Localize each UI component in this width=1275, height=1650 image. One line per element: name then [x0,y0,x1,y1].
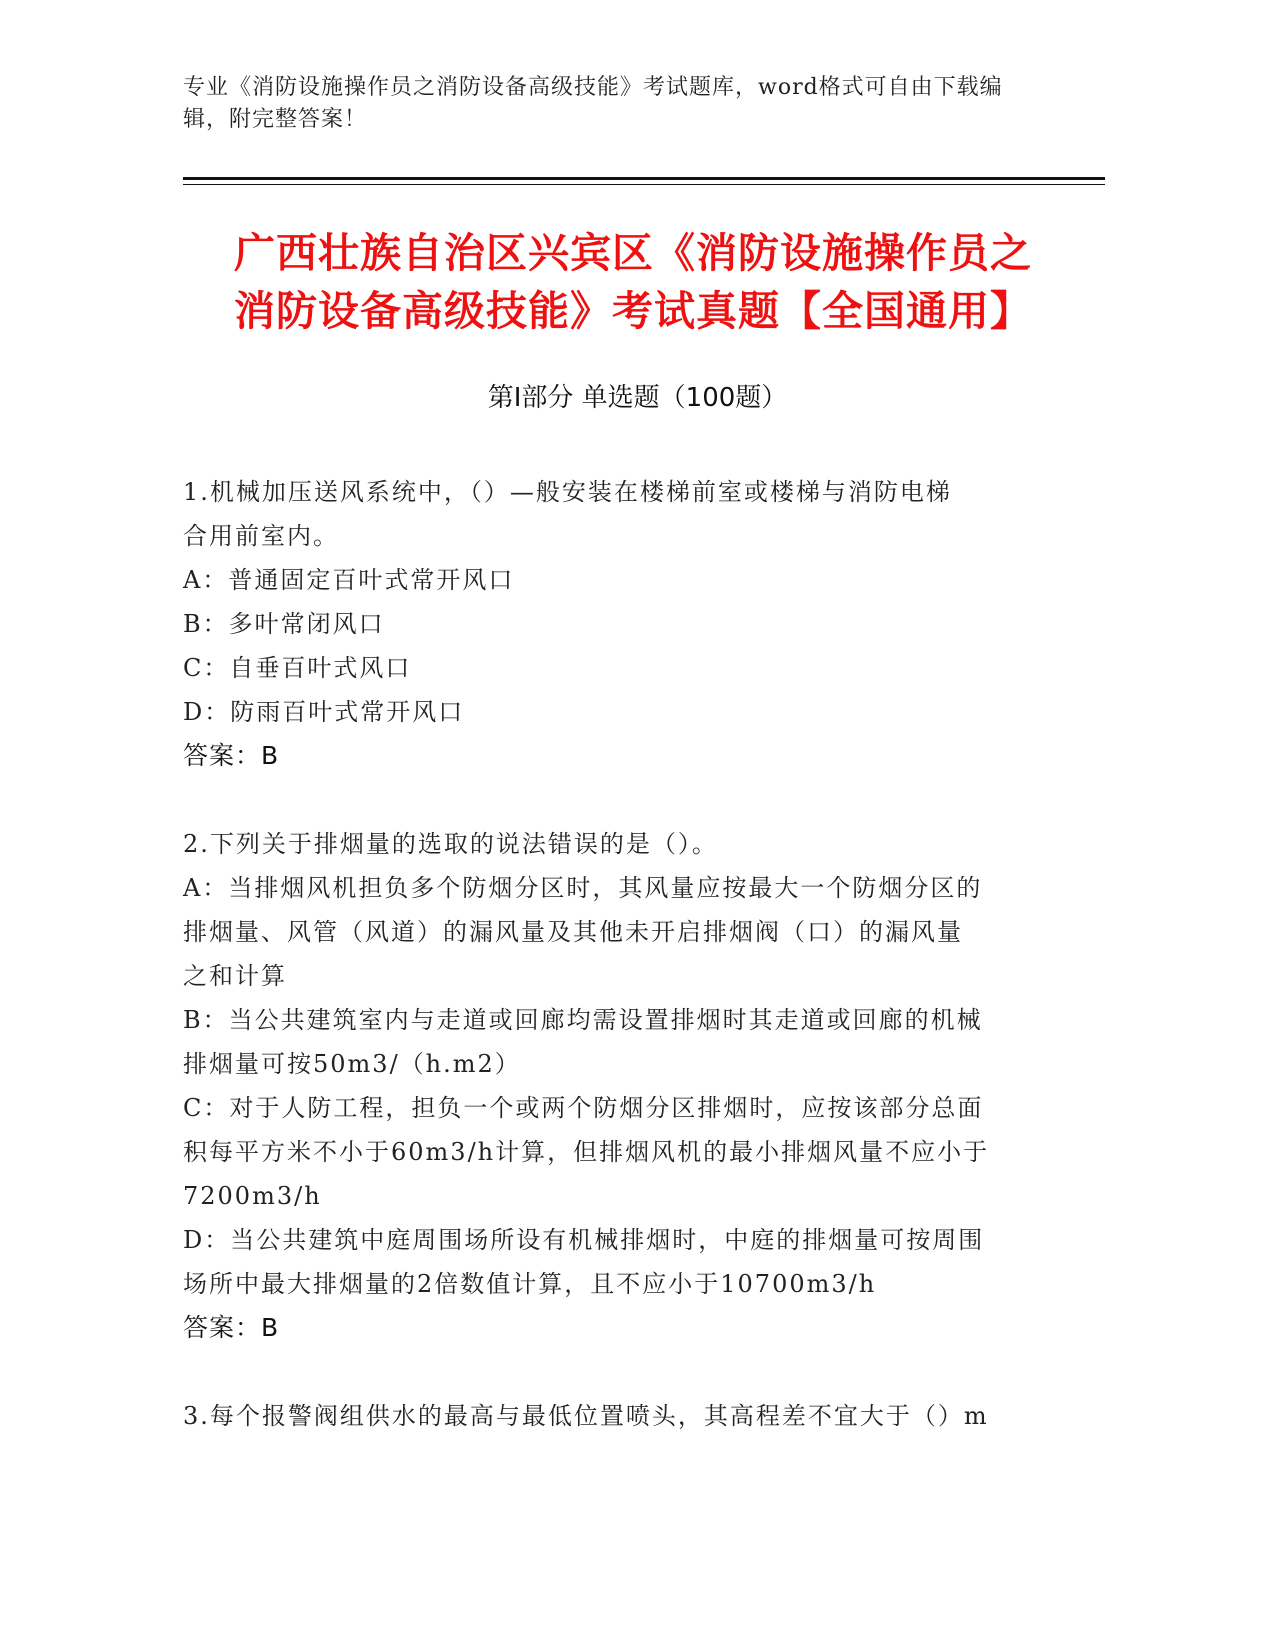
answer-line [183,1306,1063,1350]
question-stem: 1.机械加压送风系统中，（）—般安装在楼梯前室或楼梯与消防电梯 [183,478,952,506]
question-3 [183,1394,1063,1438]
answer-label: 答案： [183,741,262,770]
question-list [183,470,1063,1438]
header-divider-thin [183,184,1105,185]
option-b: B：当公共建筑室内与走道或回廊均需设置排烟时其走道或回廊的机械 [183,1006,983,1034]
option-a: A：当排烟风机担负多个防烟分区时，其风量应按最大一个防烟分区的 [183,874,983,902]
option-a-continued: 之和计算 [183,962,287,990]
option-b-continued: 排烟量可按50m3/（h.m2） [183,1050,521,1078]
question-stem: 合用前室内。 [183,522,339,550]
question-stem: 3.每个报警阀组供水的最高与最低位置喷头，其高程差不宜大于（）m [183,1402,989,1430]
option-c-continued: 积每平方米不小于60m3/h计算，但排烟风机的最小排烟风量不应小于 [183,1138,990,1166]
option-d-continued: 场所中最大排烟量的2倍数值计算，且不应小于10700m3/h [183,1270,877,1298]
option-c-continued: 7200m3/h [183,1182,322,1210]
question-2 [183,822,1063,1350]
header-divider-thick [183,177,1105,180]
option-a-continued: 排烟量、风管（风道）的漏风量及其他未开启排烟阀（口）的漏风量 [183,918,963,946]
option-a: A：普通固定百叶式常开风口 [183,566,515,594]
answer-value: B [261,1313,280,1342]
answer-label: 答案： [183,1313,262,1342]
answer-value: B [261,741,280,770]
answer-line [183,734,1063,778]
section-heading: 第Ⅰ部分 单选题（100题） [487,383,788,413]
header-note-line: 辑，附完整答案！ [183,107,368,132]
title-line: 广西壮族自治区兴宾区《消防设施操作员之 [234,229,1032,277]
option-d: D：防雨百叶式常开风口 [183,698,465,726]
document-title [183,224,1083,340]
title-line: 消防设备高级技能》考试真题【全国通用】 [234,287,1032,335]
option-c: C：对于人防工程，担负一个或两个防烟分区排烟时，应按该部分总面 [183,1094,984,1122]
question-1 [183,470,1063,778]
header-note-line: 专业《消防设施操作员之消防设备高级技能》考试题库，word格式可自由下载编 [183,75,1003,100]
option-d: D：当公共建筑中庭周围场所设有机械排烟时，中庭的排烟量可按周围 [183,1226,985,1254]
option-c: C：自垂百叶式风口 [183,654,412,682]
question-stem: 2.下列关于排烟量的选取的说法错误的是（）。 [183,830,718,858]
option-b: B：多叶常闭风口 [183,610,385,638]
header-note [183,72,1063,136]
